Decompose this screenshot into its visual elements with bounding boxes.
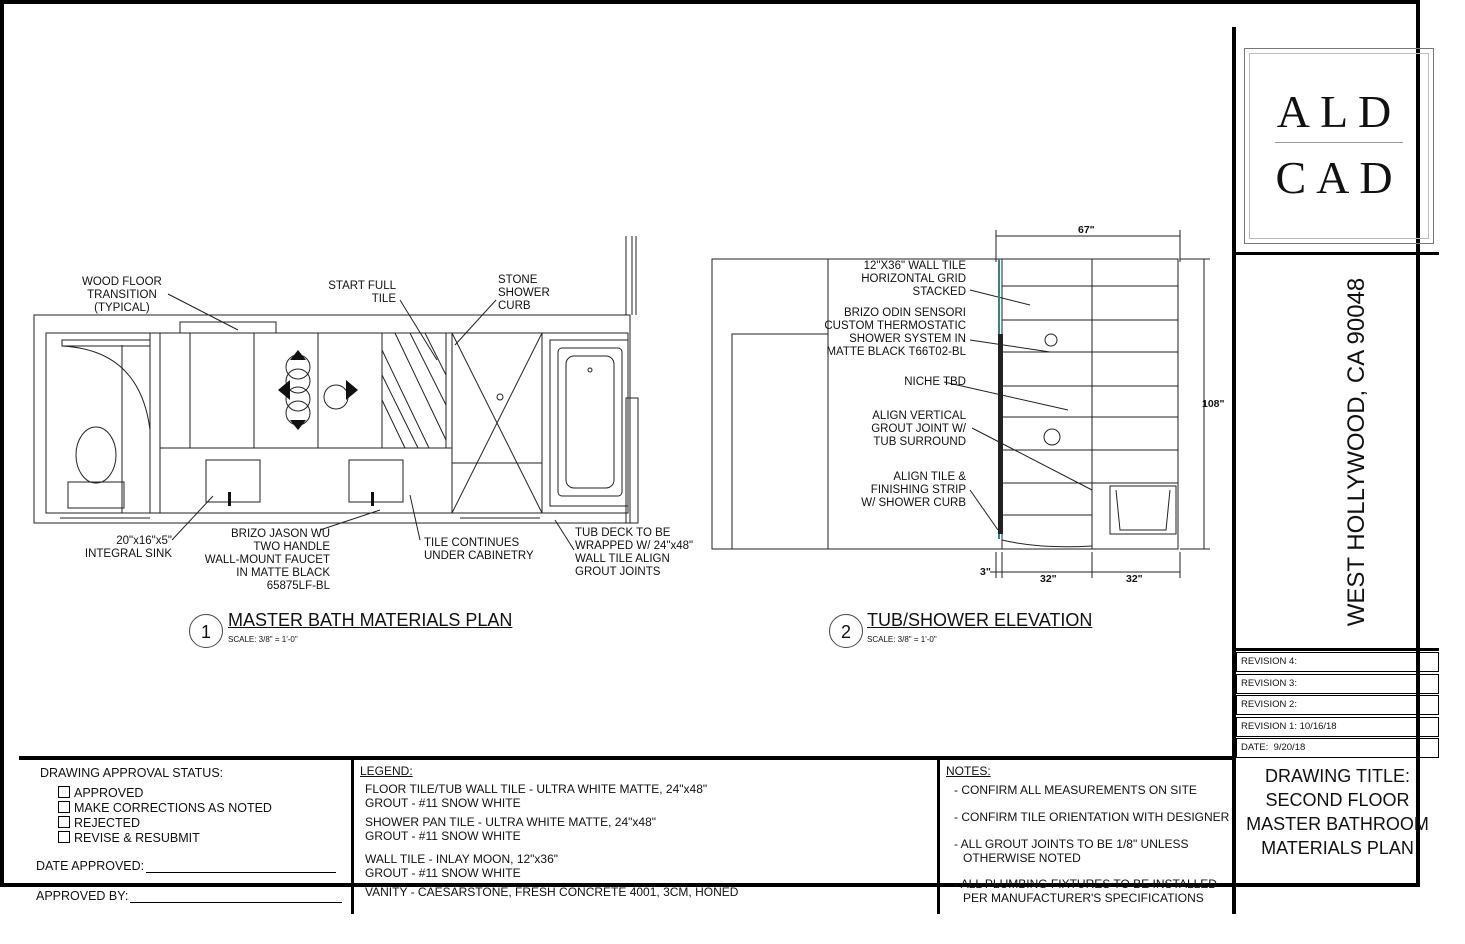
dim-right-bay: 32" — [1126, 573, 1143, 585]
approved-by-line[interactable] — [130, 902, 342, 903]
note-item: - ALL PLUMBING FIXTURES TO BE INSTALLED PER MANUFACTURER'S SPECIFICATIONS — [954, 877, 1217, 905]
legend-item: FLOOR TILE/TUB WALL TILE - ULTRA WHITE MATTE, 24"x48" GROUT - #11 SNOW WHITE — [365, 782, 708, 810]
note-item: - CONFIRM TILE ORIENTATION WITH DESIGNER — [954, 810, 1230, 824]
drawing-title-line: MATERIALS PLAN — [1261, 838, 1414, 858]
legend-item: SHOWER PAN TILE - ULTRA WHITE MATTE, 24"x48" GROUT - #11 SNOW WHITE — [365, 815, 657, 843]
revision-2: REVISION 2: — [1236, 695, 1439, 715]
callout-shower-system: BRIZO ODIN SENSORI CUSTOM THERMOSTATIC SHOWER SYSTEM IN MATTE BLACK T66T02-BL — [824, 307, 966, 358]
callout-align-vertical: ALIGN VERTICAL GROUT JOINT W/ TUB SURROUND — [871, 410, 966, 448]
approval-option-resubmit[interactable]: REVISE & RESUBMIT — [58, 831, 200, 845]
approval-option-corrections[interactable]: MAKE CORRECTIONS AS NOTED — [58, 801, 272, 815]
revision-3: REVISION 3: — [1236, 674, 1439, 694]
issue-date: DATE: 9/20/18 — [1236, 738, 1439, 758]
approval-heading: DRAWING APPROVAL STATUS: — [40, 766, 224, 780]
notes-divider — [937, 758, 940, 914]
callout-tub-deck: TUB DECK TO BE WRAPPED W/ 24"x48" WALL TILE ALIGN GROUT JOINTS — [575, 527, 694, 578]
logo-line2: CAD — [1275, 152, 1403, 203]
legend-heading: LEGEND: — [360, 764, 413, 778]
view-number-2: 2 — [829, 614, 863, 648]
drawing-title — [1236, 764, 1439, 860]
callout-tile-continues: TILE CONTINUES UNDER CABINETRY — [424, 537, 534, 562]
approved-by-label: APPROVED BY: — [36, 889, 129, 903]
view-title-1: MASTER BATH MATERIALS PLAN — [228, 610, 513, 630]
logo-line1: ALD — [1276, 86, 1402, 137]
legend-item: WALL TILE - INLAY MOON, 12"x36" GROUT - #11 SNOW WHITE — [365, 852, 559, 880]
drawing-title-line: MASTER BATHROOM — [1246, 814, 1429, 834]
notes-heading: NOTES: — [946, 764, 991, 778]
drawing-title-heading: DRAWING TITLE: — [1264, 766, 1410, 786]
approval-divider — [351, 758, 354, 914]
note-item: - ALL GROUT JOINTS TO BE 1/8" UNLESS OTHERWISE NOTED — [954, 837, 1189, 865]
callout-wall-tile: 12"X36" WALL TILE HORIZONTAL GRID STACKED — [861, 260, 966, 298]
note-item: - CONFIRM ALL MEASUREMENTS ON SITE — [954, 783, 1197, 797]
callout-sink: 20"x16"x5" INTEGRAL SINK — [84, 535, 172, 560]
view-scale-2: SCALE: 3/8" = 1'-0" — [867, 635, 937, 644]
revision-1: REVISION 1: 10/16/18 — [1236, 717, 1439, 737]
callout-niche: NICHE TBD — [904, 376, 966, 388]
view-scale-1: SCALE: 3/8" = 1'-0" — [228, 635, 298, 644]
dim-left-bay: 32" — [1040, 573, 1057, 585]
dim-width-top: 67" — [1078, 224, 1095, 236]
date-approved-label: DATE APPROVED: — [36, 859, 145, 873]
drawing-title-line: SECOND FLOOR — [1265, 790, 1410, 810]
dim-height: 108" — [1202, 398, 1225, 410]
approval-option-rejected[interactable]: REJECTED — [58, 816, 140, 830]
legend-item: VANITY - CAESARSTONE, FRESH CONCRETE 4001, 3CM, HONED — [365, 885, 739, 899]
date-approved-line[interactable] — [146, 872, 336, 873]
logo-rule — [1275, 142, 1403, 143]
view-title-2: TUB/SHOWER ELEVATION — [867, 610, 1093, 630]
bottom-band-divider — [19, 756, 1236, 760]
logo-box — [1244, 48, 1434, 244]
callout-align-tile: ALIGN TILE & FINISHING STRIP W/ SHOWER CURB — [861, 471, 966, 509]
callout-faucet: BRIZO JASON WU TWO HANDLE WALL-MOUNT FAUCET IN MATTE BLACK 65875LF-BL — [204, 528, 330, 592]
revision-4: REVISION 4: — [1236, 652, 1439, 672]
dim-curb: 3" — [980, 566, 991, 578]
callout-stone-curb: STONE SHOWER CURB — [498, 274, 550, 312]
callout-start-full-tile: START FULL TILE — [328, 280, 396, 305]
project-location: WEST HOLLYWOOD, CA 90048 — [1343, 277, 1370, 627]
callout-wood-floor: WOOD FLOOR TRANSITION (TYPICAL) — [82, 276, 162, 314]
approval-option-approved[interactable]: APPROVED — [58, 786, 143, 800]
view-number-1: 1 — [189, 614, 223, 648]
